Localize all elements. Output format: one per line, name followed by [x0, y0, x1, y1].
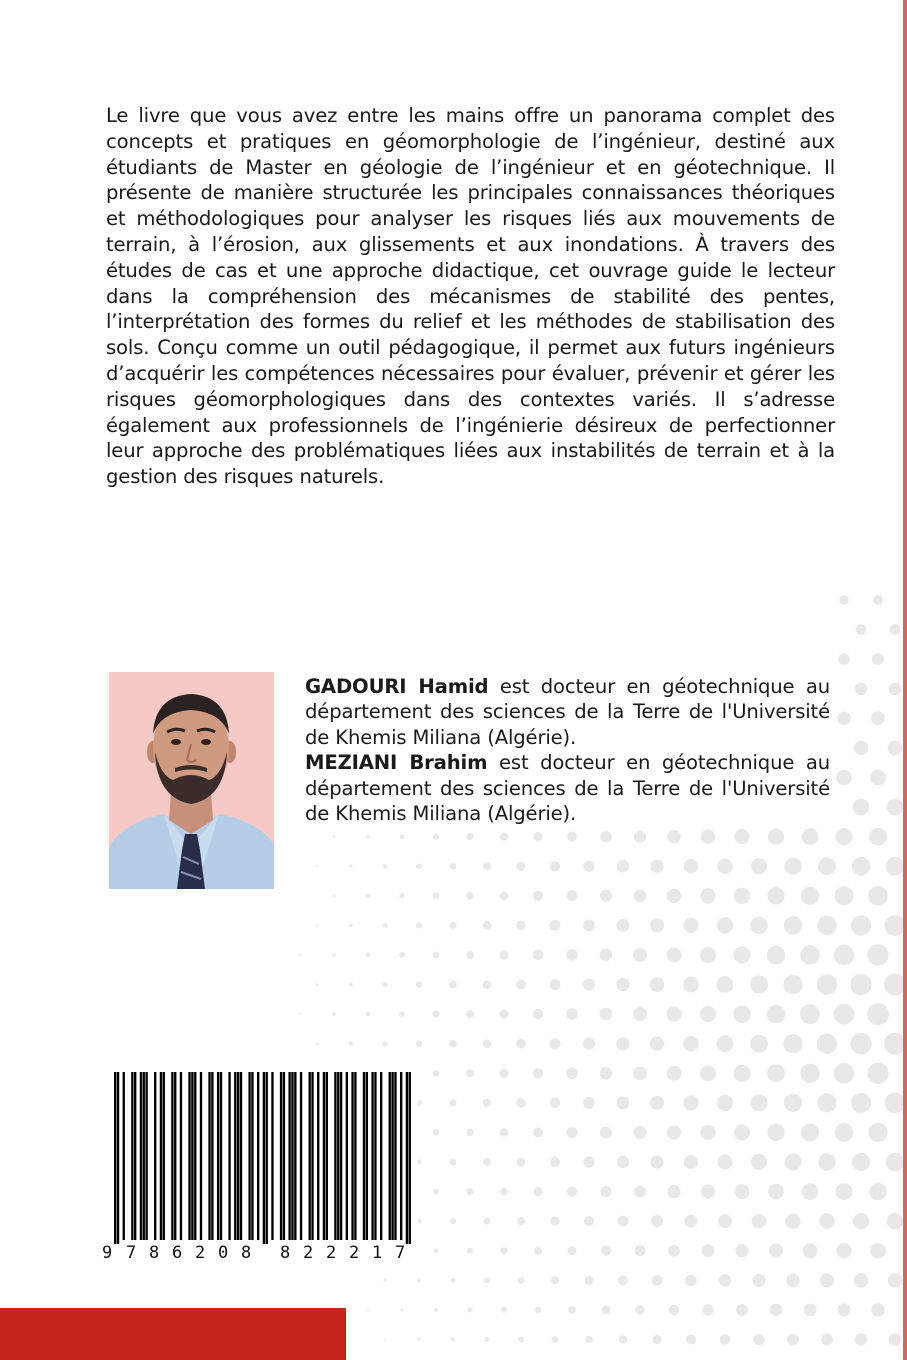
- barcode-bar: [248, 1072, 250, 1240]
- barcode-bar: [288, 1072, 290, 1240]
- red-accent-band: [0, 1308, 346, 1360]
- barcode-bar: [140, 1072, 142, 1240]
- barcode-bar: [337, 1072, 339, 1240]
- isbn-digit: 7: [395, 1243, 406, 1263]
- barcode-bar: [340, 1072, 342, 1240]
- barcode-bar: [291, 1072, 293, 1240]
- barcode-bar: [188, 1072, 190, 1240]
- barcode-bar: [380, 1072, 382, 1240]
- barcode-bar: [211, 1072, 213, 1240]
- barcode-bar: [257, 1072, 259, 1240]
- barcode-bar: [389, 1072, 391, 1240]
- isbn-digit: 7: [126, 1243, 137, 1263]
- barcode-bar: [174, 1072, 176, 1240]
- barcode-bar: [208, 1072, 210, 1240]
- barcode-bar: [194, 1072, 196, 1240]
- author-description-2: est docteur en géotechnique au département des sciences de la Terre de l'Université de Khemis Miliana (Algérie).: [305, 751, 830, 826]
- isbn-digit: 0: [218, 1243, 229, 1263]
- barcode-bar: [251, 1072, 253, 1240]
- barcode-bar: [280, 1072, 282, 1240]
- barcode-bar: [200, 1072, 202, 1240]
- barcode-bar: [323, 1072, 325, 1240]
- isbn-digit: 8: [149, 1243, 160, 1263]
- isbn-digit: 1: [372, 1243, 383, 1263]
- barcode-bar: [266, 1072, 268, 1244]
- barcode-bar: [145, 1072, 147, 1240]
- barcode-bar: [294, 1072, 296, 1240]
- barcode-bar: [351, 1072, 353, 1240]
- barcode-bar: [228, 1072, 230, 1240]
- back-cover-blurb: Le livre que vous avez entre les mains offre un panorama complet des concepts et pratiques en géomorphologie de l’ingénieur, destiné aux étudiants de Master en géologie de l’ingénieur et en géotechnique. Il présente de manière structurée les principales connaissances théoriques et méthodologiques pour analyser les risques liés aux mouvements de terrain, à l’érosion, aux glissements et aux inondations. À travers des études de cas et une approche didactique, cet ouvrage guide le lecteur dans la compréhension des mécanismes de stabilité des pentes, l’interprétation des formes du relief et les méthodes de stabilisation des sols. Conçu comme un outil pédagogique, il permet aux futurs ingénieurs d’acquérir les compétences nécessaires pour évaluer, prévenir et gérer les risques géomorphologiques dans des contextes variés. Il s’adresse également aux professionnels de l’ingénierie désireux de perfectionner leur approche des problématiques liées aux instabilités de terrain et à la gestion des risques naturels.: [106, 104, 835, 489]
- barcode-bar: [308, 1072, 310, 1240]
- isbn-digit: 8: [280, 1243, 291, 1263]
- isbn-digit: 2: [195, 1243, 206, 1263]
- barcode-bar: [317, 1072, 319, 1240]
- isbn-digit: 6: [172, 1243, 183, 1263]
- barcode-bar: [283, 1072, 285, 1240]
- barcode-bar: [371, 1072, 373, 1240]
- barcode-bar: [123, 1072, 125, 1240]
- barcode-bar: [394, 1072, 396, 1240]
- isbn-digit: 2: [326, 1243, 337, 1263]
- barcode-bar: [160, 1072, 162, 1240]
- isbn-barcode: [100, 1064, 418, 1268]
- barcode-bar: [311, 1072, 313, 1240]
- author-bio-1: [305, 674, 830, 750]
- barcode-bar: [263, 1072, 265, 1244]
- barcode-bar: [163, 1072, 165, 1240]
- barcode-bar: [171, 1072, 173, 1240]
- barcode-bar: [114, 1072, 116, 1244]
- barcode-bar: [180, 1072, 182, 1240]
- barcode-bar: [409, 1072, 411, 1244]
- isbn-digit: 2: [303, 1243, 314, 1263]
- author-bio-2: [305, 750, 830, 826]
- barcode-bar: [234, 1072, 236, 1240]
- barcode-bar: [220, 1072, 222, 1240]
- barcode-bar: [143, 1072, 145, 1240]
- barcode-bar: [326, 1072, 328, 1240]
- barcode-bar: [374, 1072, 376, 1240]
- author-name-2: MEZIANI Brahim: [305, 751, 488, 775]
- author-name-1: GADOURI Hamid: [305, 675, 489, 698]
- isbn-digit: 8: [241, 1243, 252, 1263]
- barcode-bar: [271, 1072, 273, 1240]
- right-edge-stripe: [903, 0, 907, 1360]
- barcode-bar: [346, 1072, 348, 1240]
- author-bios: [305, 674, 830, 826]
- barcode-bar: [366, 1072, 368, 1240]
- author-description-1: est docteur en géotechnique au département des sciences de la Terre de l'Université de Khemis Miliana (Algérie).: [305, 675, 830, 749]
- barcode-bar: [400, 1072, 402, 1240]
- barcode-bar: [131, 1072, 133, 1240]
- barcode-bar: [391, 1072, 393, 1240]
- barcode-bar: [354, 1072, 356, 1240]
- barcode-bar: [237, 1072, 239, 1240]
- barcode-bar: [117, 1072, 119, 1244]
- barcode-bar: [154, 1072, 156, 1240]
- barcode-bar: [217, 1072, 219, 1240]
- barcode-bar: [334, 1072, 336, 1240]
- isbn-digit: 9: [102, 1243, 113, 1263]
- barcode-bar: [406, 1072, 408, 1244]
- barcode-bar: [300, 1072, 302, 1240]
- barcode-bar: [191, 1072, 193, 1240]
- isbn-digit: 2: [349, 1243, 360, 1263]
- barcode-bar: [240, 1072, 242, 1240]
- isbn-digits: [100, 1242, 418, 1266]
- author-photo: [109, 672, 274, 889]
- barcode-bar: [134, 1072, 136, 1240]
- barcode-bar: [363, 1072, 365, 1240]
